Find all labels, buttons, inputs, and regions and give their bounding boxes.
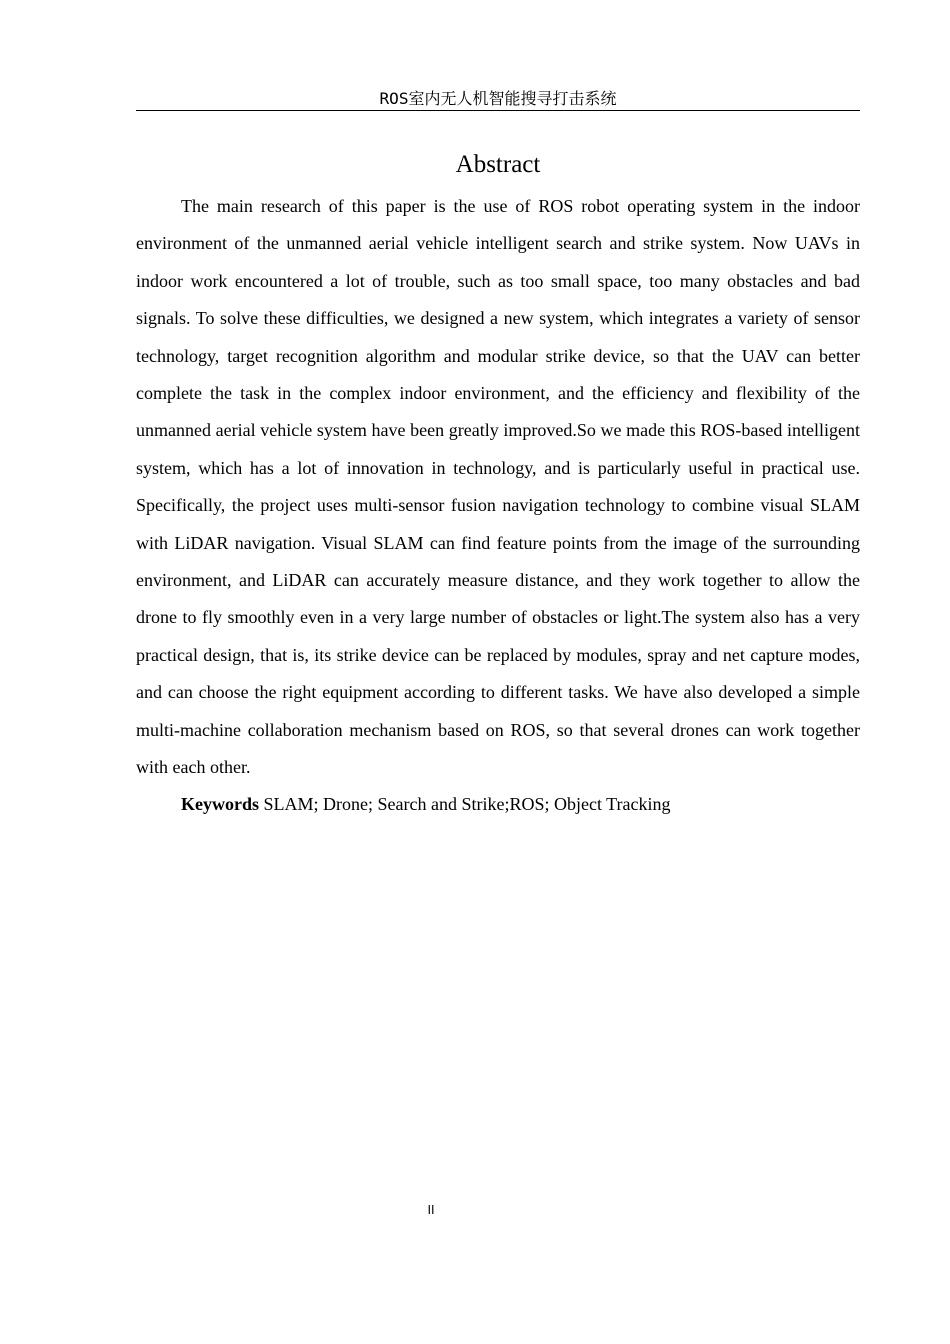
- keywords-label: Keywords: [181, 794, 259, 814]
- running-header: ROS室内无人机智能搜寻打击系统: [136, 88, 860, 111]
- keywords-line: [136, 786, 860, 823]
- keywords-text: SLAM; Drone; Search and Strike;ROS; Object Tracking: [259, 794, 671, 814]
- abstract-title: Abstract: [455, 151, 541, 178]
- abstract-body: The main research of this paper is the use of ROS robot operating system in the indoor environment of the unmanned aerial vehicle intelligent search and strike system. Now UAVs in indoor work encountered a lot of trouble, such as too small space, too many obstacles and bad signals. To solve these difficulties, we designed a new system, which integrates a variety of sensor technology, target recognition algorithm and modular strike device, so that the UAV can better complete the task in the complex indoor environment, and the efficiency and flexibility of the unmanned aerial vehicle system have been greatly improved.So we made this ROS-based intelligent system, which has a lot of innovation in technology, and is particularly useful in practical use. Specifically, the project uses multi-sensor fusion navigation technology to combine visual SLAM with LiDAR navigation. Visual SLAM can find feature points from the image of the surrounding environment, and LiDAR can accurately measure distance, and they work together to allow the drone to fly smoothly even in a very large number of obstacles or light.The system also has a very practical design, that is, its strike device can be replaced by modules, spray and net capture modes, and can choose the right equipment according to different tasks. We have also developed a simple multi-machine collaboration mechanism based on ROS, so that several drones can work together with each other.: [136, 196, 860, 778]
- page-number: II: [427, 1203, 435, 1217]
